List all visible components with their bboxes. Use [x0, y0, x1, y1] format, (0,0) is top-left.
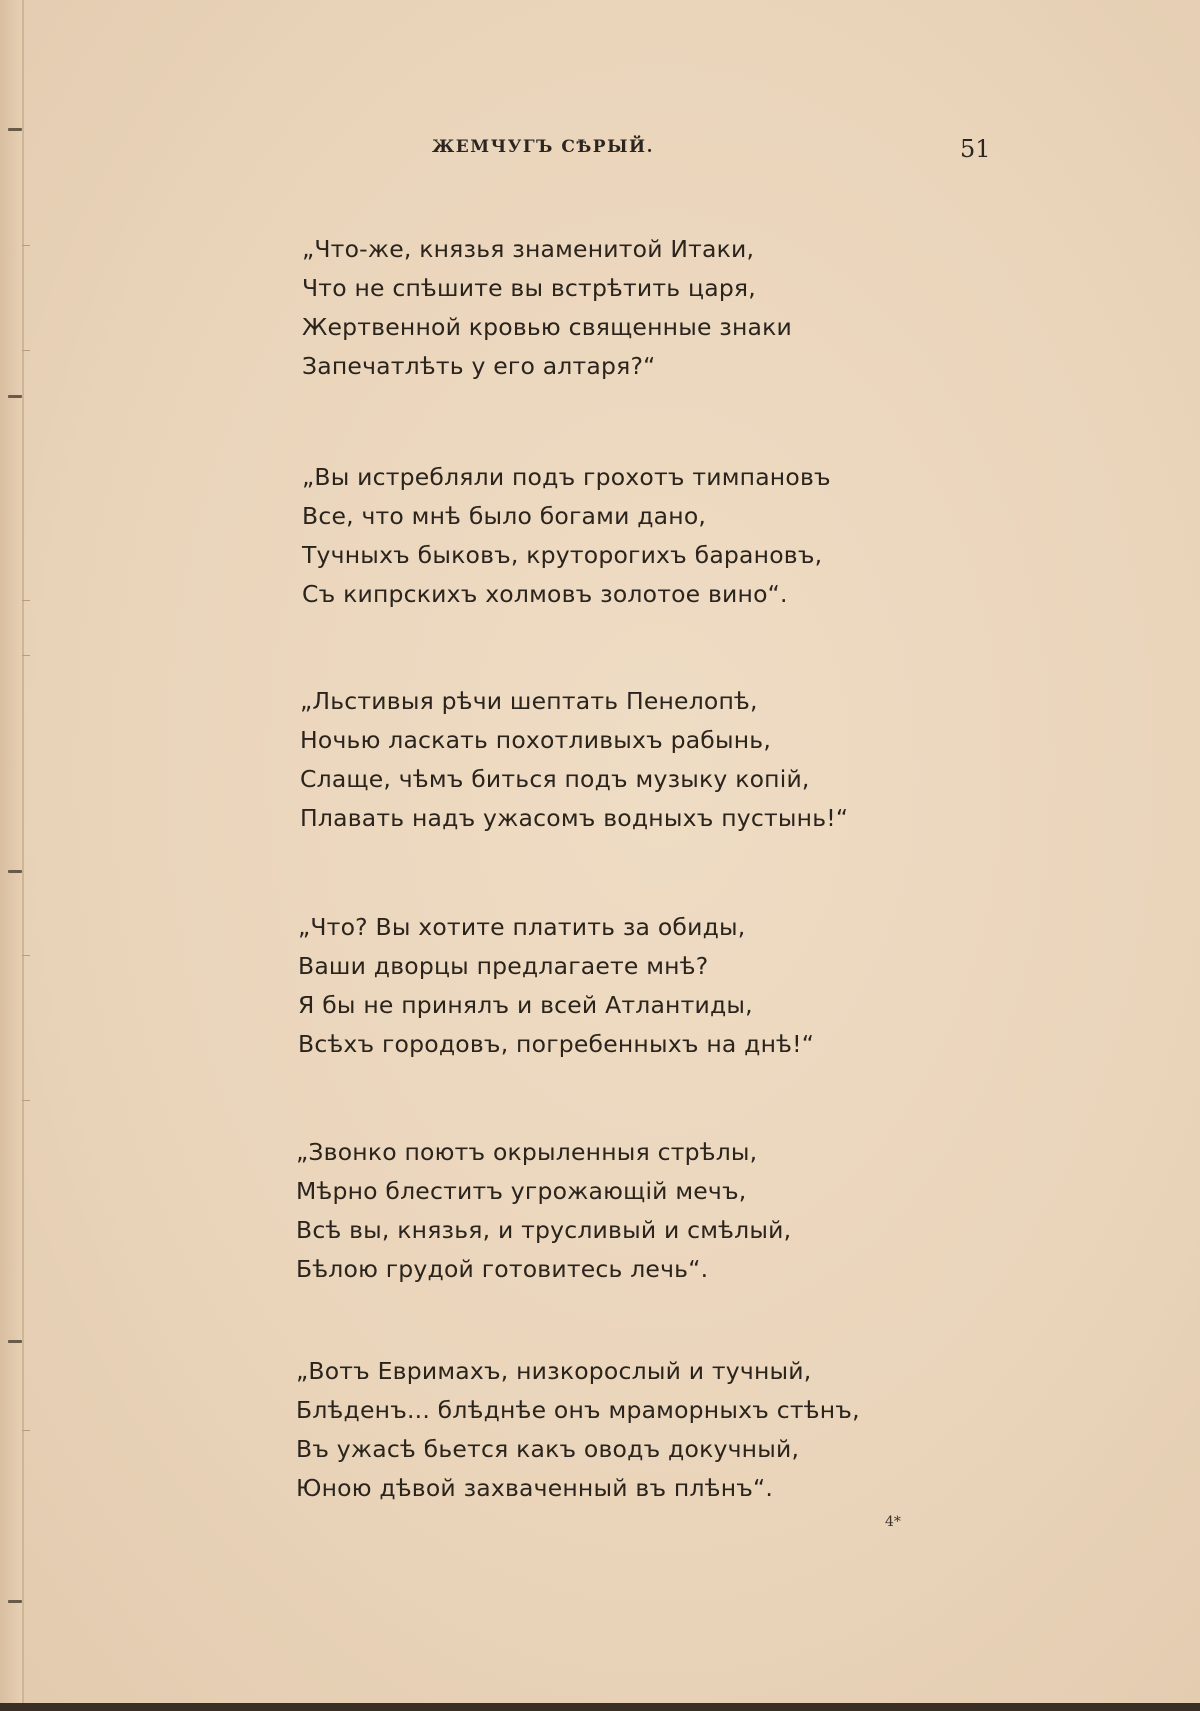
stanza-6 [296, 1352, 860, 1508]
binding-stitch [8, 395, 22, 398]
edge-tick [22, 1430, 30, 1431]
stanza-3 [300, 682, 848, 838]
stanza-5 [296, 1133, 791, 1289]
verse-line: Ваши дворцы предлагаете мнѣ? [298, 952, 709, 980]
verse-line: „Льстивыя рѣчи шептать Пенелопѣ, [300, 687, 758, 715]
running-title: ЖЕМЧУГЪ СѢРЫЙ. [432, 137, 655, 157]
verse-line: „Вотъ Евримахъ, низкорослый и тучный, [296, 1357, 812, 1385]
verse-line: Плавать надъ ужасомъ водныхъ пустынь!“ [300, 804, 849, 832]
verse-line: Всѣ вы, князья, и трусливый и смѣлый, [296, 1216, 792, 1244]
verse-line: Всѣхъ городовъ, погребенныхъ на днѣ!“ [298, 1030, 815, 1058]
page-bottom-edge [0, 1703, 1200, 1711]
edge-tick [22, 1100, 30, 1101]
verse-line: Мѣрно блеститъ угрожающій мечъ, [296, 1177, 747, 1205]
verse-line: Я бы не принялъ и всей Атлантиды, [298, 991, 753, 1019]
verse-line: Жертвенной кровью священные знаки [302, 313, 793, 341]
verse-line: Въ ужасѣ бьется какъ оводъ докучный, [296, 1435, 800, 1463]
stanza-1 [302, 230, 792, 386]
edge-tick [22, 600, 30, 601]
edge-tick [22, 655, 30, 656]
verse-line: Что не спѣшите вы встрѣтить царя, [302, 274, 756, 302]
verse-line: Ночью ласкать похотливыхъ рабынь, [300, 726, 772, 754]
edge-tick [22, 955, 30, 956]
stanza-4 [298, 908, 814, 1064]
gutter-fold [22, 0, 24, 1711]
verse-line: Блѣденъ... блѣднѣе онъ мраморныхъ стѣнъ, [296, 1396, 860, 1424]
binding-stitch [8, 870, 22, 873]
binding-stitch [8, 1600, 22, 1603]
edge-tick [22, 245, 30, 246]
verse-line: „Что-же, князья знаменитой Итаки, [302, 235, 755, 263]
verse-line: „Что? Вы хотите платить за обиды, [298, 913, 746, 941]
verse-line: Юною дѣвой захваченный въ плѣнъ“. [296, 1474, 774, 1502]
verse-line: „Вы истребляли подъ грохотъ тимпановъ [302, 463, 831, 491]
verse-line: Съ кипрскихъ холмовъ золотое вино“. [302, 580, 788, 608]
verse-line: Тучныхъ быковъ, круторогихъ барановъ, [302, 541, 823, 569]
signature-mark: 4* [885, 1514, 901, 1530]
binding-stitch [8, 1340, 22, 1343]
binding-stitch [8, 128, 22, 131]
page-number: 51 [960, 135, 991, 163]
verse-line: Все, что мнѣ было богами дано, [302, 502, 707, 530]
verse-line: Запечатлѣть у его алтаря?“ [302, 352, 656, 380]
edge-tick [22, 350, 30, 351]
verse-line: „Звонко поютъ окрыленныя стрѣлы, [296, 1138, 758, 1166]
verse-line: Бѣлою грудой готовитесь лечь“. [296, 1255, 709, 1283]
stanza-2 [302, 458, 831, 614]
verse-line: Слаще, чѣмъ биться подъ музыку копій, [300, 765, 810, 793]
page-gutter [0, 0, 22, 1711]
